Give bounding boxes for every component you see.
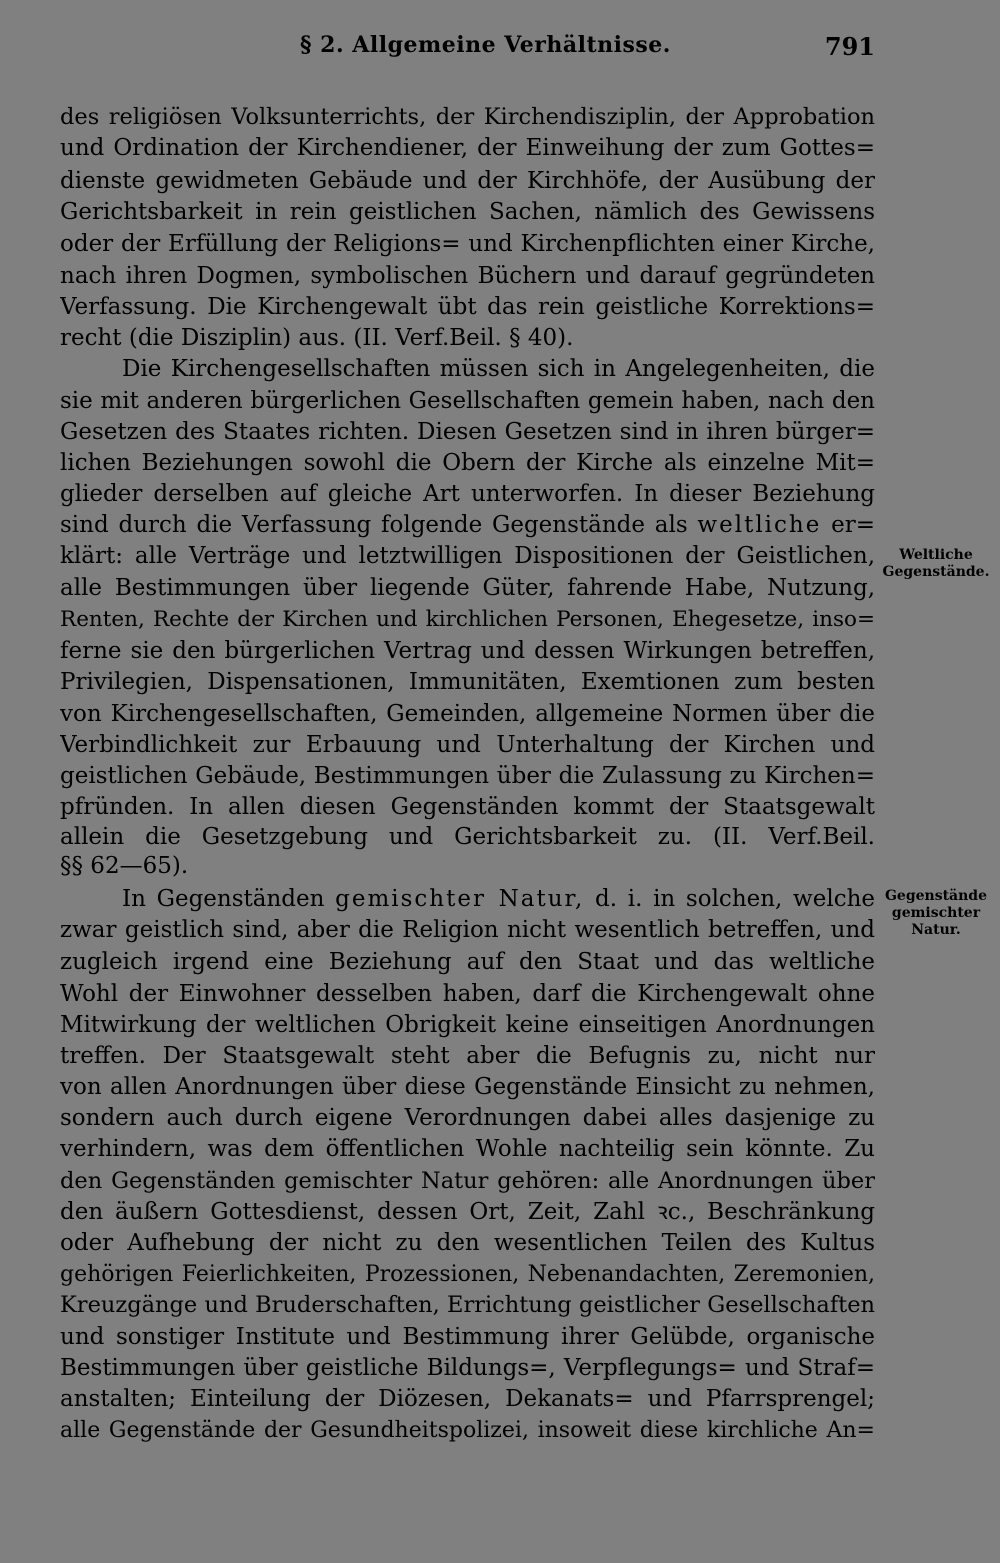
text-line: ferne sie den bürgerlichen Vertrag und dessen Wirkungen betreffen, — [60, 638, 875, 664]
text-line: allein die Gesetzgebung und Gerichtsbarkeit zu. (II. Verf.Beil. — [60, 824, 875, 850]
text-line: glieder derselben auf gleiche Art unterworfen. In dieser Beziehung — [60, 481, 875, 507]
text-segment: sind durch die Verfassung folgende Gegenstände als — [60, 512, 688, 538]
text-line: lichen Beziehungen sowohl die Obern der Kirche als einzelne Mit= — [60, 450, 875, 476]
text-line: und sonstiger Institute und Bestimmung ihrer Gelübde, organische — [60, 1324, 875, 1350]
text-line: Die Kirchengesellschaften müssen sich in Angelegenheiten, die — [122, 356, 875, 382]
emphasized-term: gemischter Natur, — [335, 886, 585, 912]
text-line: Gerichtsbarkeit in rein geistlichen Sachen, nämlich des Gewissens — [60, 199, 875, 225]
text-line: und Ordination der Kirchendiener, der Einweihung der zum Gottes= — [60, 135, 875, 161]
text-segment: d. i. in solchen, welche — [595, 886, 875, 912]
text-line: geistlichen Gebäude, Bestimmungen über die Zulassung zu Kirchen= — [60, 763, 875, 789]
text-line: sie mit anderen bürgerlichen Gesellschaften gemein haben, nach den — [60, 388, 875, 414]
text-line: oder der Erfüllung der Religions= und Kirchenpflichten einer Kirche, — [60, 231, 875, 257]
text-line: Renten, Rechte der Kirchen und kirchlichen Personen, Ehegesetze, inso= — [60, 607, 875, 632]
margin-note-line: Weltliche — [899, 547, 973, 563]
text-line: treffen. Der Staatsgewalt steht aber die Befugnis zu, nicht nur — [60, 1043, 875, 1069]
text-line: dienste gewidmeten Gebäude und der Kirchhöfe, der Ausübung der — [60, 168, 875, 194]
text-line: klärt: alle Verträge und letztwilligen Dispositionen der Geistlichen, — [60, 543, 875, 569]
text-line: den äußern Gottesdienst, dessen Ort, Zeit, Zahl ꝛc., Beschränkung — [60, 1199, 875, 1225]
text-line: pfründen. In allen diesen Gegenständen kommt der Staatsgewalt — [60, 794, 875, 820]
text-line: Kreuzgänge und Bruderschaften, Errichtung geistlicher Gesellschaften — [60, 1292, 875, 1318]
text-line: Bestimmungen über geistliche Bildungs=, Verpflegungs= und Straf= — [60, 1355, 875, 1381]
text-line: Privilegien, Dispensationen, Immunitäten, Exemtionen zum besten — [60, 669, 875, 695]
page-header — [60, 30, 875, 70]
text-line: zugleich irgend eine Beziehung auf den Staat und das weltliche — [60, 949, 875, 975]
margin-note-line: gemischter — [891, 905, 981, 921]
margin-note-line: Gegenstände. — [882, 564, 990, 580]
running-head: § 2. Allgemeine Verhältnisse. — [300, 32, 671, 58]
text-line: Wohl der Einwohner desselben haben, darf die Kirchengewalt ohne — [60, 981, 875, 1007]
text-line — [122, 884, 875, 915]
text-line: verhindern, was dem öffentlichen Wohle nachteilig sein könnte. Zu — [60, 1136, 875, 1162]
text-segment: er= — [831, 512, 875, 538]
text-line: nach ihren Dogmen, symbolischen Büchern und darauf gegründeten — [60, 263, 875, 289]
margin-note-gemischte — [872, 888, 1000, 939]
text-line: von Kirchengesellschaften, Gemeinden, allgemeine Normen über die — [60, 701, 875, 727]
text-line: anstalten; Einteilung der Diözesen, Dekanats= und Pfarrsprengel; — [60, 1386, 875, 1412]
text-line: den Gegenständen gemischter Natur gehören: alle Anordnungen über — [60, 1168, 875, 1194]
text-line: gehörigen Feierlichkeiten, Prozessionen, Nebenandachten, Zeremonien, — [60, 1262, 875, 1287]
text-line: oder Aufhebung der nicht zu den wesentlichen Teilen des Kultus — [60, 1230, 875, 1256]
margin-note-line: Gegenstände — [884, 888, 988, 904]
text-line: recht (die Disziplin) aus. (II. Verf.Beil. § 40). — [60, 325, 574, 351]
margin-note-weltliche — [872, 547, 1000, 581]
text-line — [60, 510, 875, 541]
text-line: von allen Anordnungen über diese Gegenstände Einsicht zu nehmen, — [60, 1074, 875, 1100]
text-line: alle Gegenstände der Gesundheitspolizei, insoweit diese kirchliche An= — [60, 1418, 875, 1443]
text-line: alle Bestimmungen über liegende Güter, fahrende Habe, Nutzung, — [60, 575, 875, 601]
text-line: zwar geistlich sind, aber die Religion nicht wesentlich betreffen, und — [60, 917, 875, 943]
text-line: §§ 62—65). — [60, 853, 189, 879]
text-line: Verfassung. Die Kirchengewalt übt das rein geistliche Korrektions= — [60, 294, 875, 320]
text-line: Gesetzen des Staates richten. Diesen Gesetzen sind in ihren bürger= — [60, 419, 875, 445]
text-segment: In Gegenständen — [122, 886, 325, 912]
emphasized-term: weltliche — [697, 512, 822, 538]
text-line: Mitwirkung der weltlichen Obrigkeit keine einseitigen Anordnungen — [60, 1012, 875, 1038]
text-line: Verbindlichkeit zur Erbauung und Unterhaltung der Kirchen und — [60, 732, 875, 758]
text-line: des religiösen Volksunterrichts, der Kirchendisziplin, der Approbation — [60, 104, 875, 130]
text-line: sondern auch durch eigene Verordnungen dabei alles dasjenige zu — [60, 1105, 875, 1131]
margin-note-line: Natur. — [911, 922, 961, 938]
page-number: 791 — [824, 32, 875, 61]
